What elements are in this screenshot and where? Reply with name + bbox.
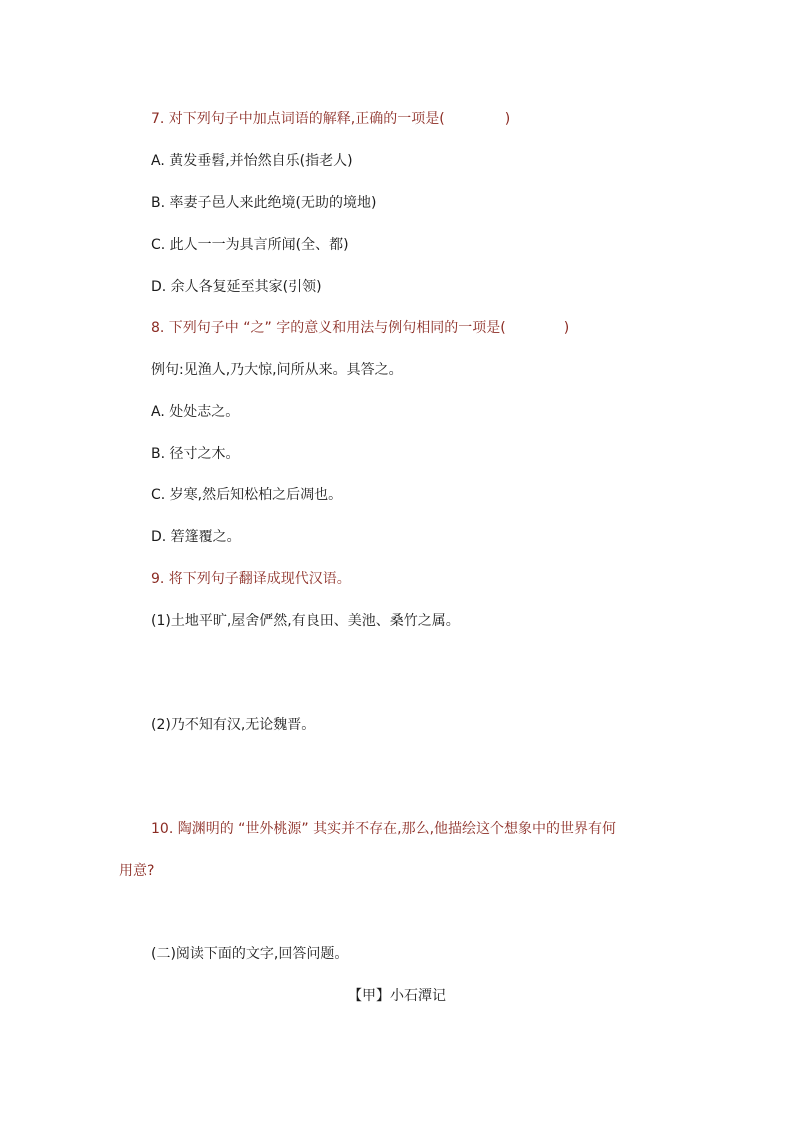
passage-title: 【甲】小石潭记 xyxy=(348,988,446,1004)
section-heading: (二)阅读下面的文字,回答问题。 xyxy=(151,946,349,962)
q10-stem-line1: 10. 陶渊明的 “世外桃源” 其实并不存在,那么,他描绘这个想象中的世界有何 xyxy=(151,821,617,837)
q9-item-1: (1)土地平旷,屋舍俨然,有良田、美池、桑竹之属。 xyxy=(151,613,460,629)
q8-example: 例句:见渔人,乃大惊,问所从来。具答之。 xyxy=(151,362,403,378)
q7-option-c: C. 此人一一为具言所闻(全、都) xyxy=(151,237,349,253)
q7-option-d: D. 余人各复延至其家(引领) xyxy=(151,279,322,295)
q8-stem: 8. 下列句子中 “之” 字的意义和用法与例句相同的一项是( ) xyxy=(151,320,570,336)
q8-option-b: B. 径寸之木。 xyxy=(151,446,240,462)
q7-option-b: B. 率妻子邑人来此绝境(无助的境地) xyxy=(151,195,377,211)
q8-option-d: D. 箬篷覆之。 xyxy=(151,529,241,545)
q10-stem-line2: 用意? xyxy=(119,863,155,879)
q9-item-2: (2)乃不知有汉,无论魏晋。 xyxy=(151,717,316,733)
q7-stem: 7. 对下列句子中加点词语的解释,正确的一项是( ) xyxy=(151,111,511,127)
q9-stem: 9. 将下列句子翻译成现代汉语。 xyxy=(151,571,351,587)
q8-option-c: C. 岁寒,然后知松柏之后凋也。 xyxy=(151,487,343,503)
q8-option-a: A. 处处志之。 xyxy=(151,404,240,420)
q7-option-a: A. 黄发垂髫,并怡然自乐(指老人) xyxy=(151,153,353,169)
